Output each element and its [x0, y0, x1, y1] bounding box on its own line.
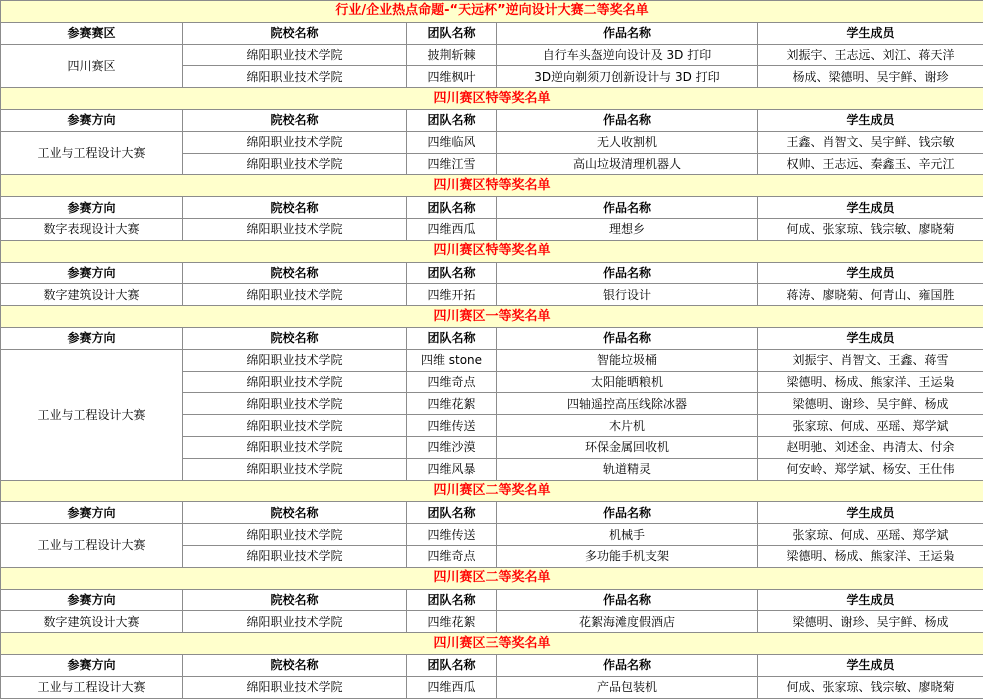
team-cell: 四维西瓜 — [407, 218, 497, 240]
team-cell: 披荆斩棘 — [407, 44, 497, 66]
team-header: 团队名称 — [407, 109, 497, 131]
group-cell: 工业与工程设计大赛 — [1, 676, 183, 698]
column-header-row — [1, 654, 983, 676]
team-header: 团队名称 — [407, 22, 497, 44]
column-header-row — [1, 327, 983, 349]
team-header: 团队名称 — [407, 262, 497, 284]
awards-table-body — [1, 1, 983, 699]
group-cell: 工业与工程设计大赛 — [1, 131, 183, 175]
members-cell: 蒋涛、廖晓菊、何青山、雍国胜 — [758, 284, 983, 306]
direction-header: 参赛方向 — [1, 262, 183, 284]
column-header-row — [1, 22, 983, 44]
school-cell: 绵阳职业技术学院 — [183, 153, 407, 175]
team-cell: 四维花絮 — [407, 393, 497, 415]
section-title-row — [1, 480, 983, 502]
work-cell: 理想乡 — [497, 218, 758, 240]
work-cell: 银行设计 — [497, 284, 758, 306]
direction-header: 参赛方向 — [1, 502, 183, 524]
column-header-row — [1, 502, 983, 524]
team-cell: 四维 stone — [407, 349, 497, 371]
column-header-row — [1, 197, 983, 219]
members-cell: 赵明驰、刘述金、冉清太、付余 — [758, 436, 983, 458]
direction-header: 参赛方向 — [1, 654, 183, 676]
work-header: 作品名称 — [497, 22, 758, 44]
section-title: 四川赛区三等奖名单 — [1, 633, 983, 655]
direction-header: 参赛方向 — [1, 327, 183, 349]
work-header: 作品名称 — [497, 654, 758, 676]
work-cell: 太阳能晒粮机 — [497, 371, 758, 393]
school-cell: 绵阳职业技术学院 — [183, 66, 407, 88]
group-cell: 数字建筑设计大赛 — [1, 611, 183, 633]
direction-header: 参赛赛区 — [1, 22, 183, 44]
section-title: 四川赛区二等奖名单 — [1, 480, 983, 502]
work-cell: 产品包装机 — [497, 676, 758, 698]
members-cell: 梁德明、谢珍、吴宇鲜、杨成 — [758, 393, 983, 415]
work-cell: 机械手 — [497, 524, 758, 546]
team-header: 团队名称 — [407, 327, 497, 349]
members-cell: 梁德明、杨成、熊家洋、王运枭 — [758, 371, 983, 393]
direction-header: 参赛方向 — [1, 109, 183, 131]
table-row — [1, 131, 983, 153]
work-cell: 自行车头盔逆向设计及 3D 打印 — [497, 44, 758, 66]
work-cell: 花絮海滩度假酒店 — [497, 611, 758, 633]
school-header: 院校名称 — [183, 197, 407, 219]
group-cell: 数字表现设计大赛 — [1, 218, 183, 240]
column-header-row — [1, 589, 983, 611]
team-cell: 四维传送 — [407, 524, 497, 546]
school-header: 院校名称 — [183, 262, 407, 284]
group-cell: 工业与工程设计大赛 — [1, 349, 183, 480]
table-row — [1, 218, 983, 240]
direction-header: 参赛方向 — [1, 197, 183, 219]
school-header: 院校名称 — [183, 22, 407, 44]
group-cell: 四川赛区 — [1, 44, 183, 88]
column-header-row — [1, 262, 983, 284]
team-cell: 四维西瓜 — [407, 676, 497, 698]
school-header: 院校名称 — [183, 589, 407, 611]
section-title: 四川赛区一等奖名单 — [1, 306, 983, 328]
team-header: 团队名称 — [407, 589, 497, 611]
members-cell: 梁德明、杨成、熊家洋、王运枭 — [758, 545, 983, 567]
work-cell: 环保金属回收机 — [497, 436, 758, 458]
section-title: 四川赛区特等奖名单 — [1, 240, 983, 262]
team-cell: 四维传送 — [407, 415, 497, 437]
members-cell: 梁德明、谢珍、吴宇鲜、杨成 — [758, 611, 983, 633]
school-cell: 绵阳职业技术学院 — [183, 371, 407, 393]
team-cell: 四维奇点 — [407, 545, 497, 567]
table-row — [1, 524, 983, 546]
members-header: 学生成员 — [758, 654, 983, 676]
team-cell: 四维枫叶 — [407, 66, 497, 88]
team-cell: 四维开拓 — [407, 284, 497, 306]
members-cell: 权帅、王志远、秦鑫玉、辛元江 — [758, 153, 983, 175]
members-cell: 何成、张家琼、钱宗敏、廖晓菊 — [758, 218, 983, 240]
column-header-row — [1, 109, 983, 131]
members-header: 学生成员 — [758, 589, 983, 611]
table-row — [1, 611, 983, 633]
work-header: 作品名称 — [497, 262, 758, 284]
school-header: 院校名称 — [183, 109, 407, 131]
section-title: 行业/企业热点命题-“天远杯”逆向设计大赛二等奖名单 — [1, 1, 983, 23]
work-cell: 轨道精灵 — [497, 458, 758, 480]
section-title-row — [1, 567, 983, 589]
section-title-row — [1, 175, 983, 197]
school-cell: 绵阳职业技术学院 — [183, 611, 407, 633]
members-cell: 何成、张家琼、钱宗敏、廖晓菊 — [758, 676, 983, 698]
team-cell: 四维奇点 — [407, 371, 497, 393]
members-cell: 王鑫、肖智文、吴宇鲜、钱宗敏 — [758, 131, 983, 153]
work-cell: 木片机 — [497, 415, 758, 437]
section-title-row — [1, 240, 983, 262]
school-cell: 绵阳职业技术学院 — [183, 44, 407, 66]
members-header: 学生成员 — [758, 502, 983, 524]
members-cell: 杨成、梁德明、吴宇鲜、谢珍 — [758, 66, 983, 88]
work-header: 作品名称 — [497, 197, 758, 219]
members-header: 学生成员 — [758, 327, 983, 349]
section-title: 四川赛区特等奖名单 — [1, 175, 983, 197]
work-header: 作品名称 — [497, 502, 758, 524]
work-cell: 多功能手机支架 — [497, 545, 758, 567]
members-header: 学生成员 — [758, 262, 983, 284]
work-cell: 3D逆向剃须刀创新设计与 3D 打印 — [497, 66, 758, 88]
members-header: 学生成员 — [758, 197, 983, 219]
work-header: 作品名称 — [497, 327, 758, 349]
section-title: 四川赛区二等奖名单 — [1, 567, 983, 589]
school-header: 院校名称 — [183, 502, 407, 524]
members-cell: 刘振宇、王志远、刘江、蒋天洋 — [758, 44, 983, 66]
section-title-row — [1, 633, 983, 655]
work-cell: 高山垃圾清理机器人 — [497, 153, 758, 175]
school-cell: 绵阳职业技术学院 — [183, 415, 407, 437]
school-cell: 绵阳职业技术学院 — [183, 545, 407, 567]
school-cell: 绵阳职业技术学院 — [183, 131, 407, 153]
members-cell: 何安岭、郑学斌、杨安、王仕伟 — [758, 458, 983, 480]
work-cell: 无人收割机 — [497, 131, 758, 153]
team-header: 团队名称 — [407, 197, 497, 219]
school-cell: 绵阳职业技术学院 — [183, 393, 407, 415]
section-title-row — [1, 88, 983, 110]
group-cell: 工业与工程设计大赛 — [1, 524, 183, 568]
school-header: 院校名称 — [183, 654, 407, 676]
work-cell: 四轴遥控高压线除冰器 — [497, 393, 758, 415]
table-row — [1, 676, 983, 698]
school-cell: 绵阳职业技术学院 — [183, 284, 407, 306]
table-row — [1, 44, 983, 66]
work-cell: 智能垃圾桶 — [497, 349, 758, 371]
group-cell: 数字建筑设计大赛 — [1, 284, 183, 306]
school-cell: 绵阳职业技术学院 — [183, 436, 407, 458]
work-header: 作品名称 — [497, 109, 758, 131]
team-cell: 四维临风 — [407, 131, 497, 153]
members-cell: 张家琼、何成、巫瑶、郑学斌 — [758, 524, 983, 546]
team-header: 团队名称 — [407, 654, 497, 676]
team-cell: 四维花絮 — [407, 611, 497, 633]
table-row — [1, 349, 983, 371]
work-header: 作品名称 — [497, 589, 758, 611]
members-header: 学生成员 — [758, 109, 983, 131]
school-header: 院校名称 — [183, 327, 407, 349]
section-title-row — [1, 1, 983, 23]
team-cell: 四维风暴 — [407, 458, 497, 480]
table-row — [1, 284, 983, 306]
school-cell: 绵阳职业技术学院 — [183, 458, 407, 480]
direction-header: 参赛方向 — [1, 589, 183, 611]
school-cell: 绵阳职业技术学院 — [183, 524, 407, 546]
team-cell: 四维沙漠 — [407, 436, 497, 458]
section-title-row — [1, 306, 983, 328]
section-title: 四川赛区特等奖名单 — [1, 88, 983, 110]
team-header: 团队名称 — [407, 502, 497, 524]
members-header: 学生成员 — [758, 22, 983, 44]
school-cell: 绵阳职业技术学院 — [183, 218, 407, 240]
members-cell: 张家琼、何成、巫瑶、郑学斌 — [758, 415, 983, 437]
members-cell: 刘振宇、肖智文、王鑫、蒋雪 — [758, 349, 983, 371]
school-cell: 绵阳职业技术学院 — [183, 349, 407, 371]
school-cell: 绵阳职业技术学院 — [183, 676, 407, 698]
team-cell: 四维江雪 — [407, 153, 497, 175]
